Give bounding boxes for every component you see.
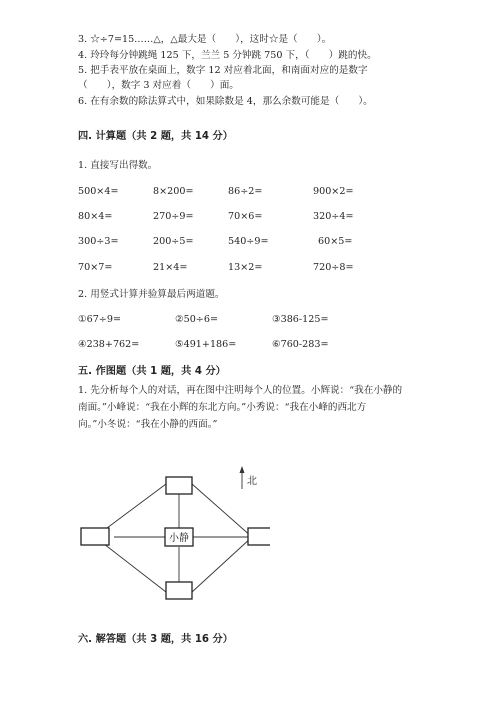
- question-6: 6. 在有余数的除法算式中，如果除数是 4，那么余数可能是（ ）。: [78, 96, 373, 107]
- vertical-calc-cell: ④238+762=: [78, 339, 140, 350]
- calc-cell: 70×7=: [78, 262, 113, 273]
- calc-cell: 21×4=: [153, 262, 188, 273]
- calc-cell: 8×200=: [153, 186, 194, 197]
- calc-q2-title: 2. 用竖式计算并验算最后两道题。: [78, 289, 225, 300]
- north-label: 北: [247, 476, 257, 487]
- vertical-calc-cell: ②50÷6=: [175, 314, 218, 325]
- vertical-calc-cell: ①67÷9=: [78, 314, 121, 325]
- question-4: 4. 玲玲每分钟跳绳 125 下，兰兰 5 分钟跳 750 下，（ ）跳的快。: [78, 50, 377, 61]
- drawing-q1-line2: 南面。”小峰说：“我在小辉的东北方向。”小秀说：“我在小峰的西北方: [78, 402, 367, 413]
- calc-cell: 13×2=: [228, 262, 263, 273]
- drawing-q1-line1: 1. 先分析每个人的对话，再在图中注明每个人的位置。小辉说：“我在小静的: [78, 385, 403, 396]
- calc-cell: 320÷4=: [313, 211, 354, 222]
- question-5-line1: 5. 把手表平放在桌面上，数字 12 对应着北面，和南面对应的是数字: [78, 65, 368, 76]
- vertical-calc-cell: ⑤491+186=: [175, 339, 237, 350]
- drawing-q1-line3: 向。”小冬说：“我在小静的西面。”: [78, 419, 218, 430]
- question-3: 3. ☆÷7=15……△，△最大是（ ），这时☆是（ ）。: [78, 34, 332, 45]
- position-box-north: [166, 477, 192, 494]
- calc-cell: 900×2=: [313, 186, 354, 197]
- position-diagram: [70, 463, 270, 613]
- section-5-heading: 五. 作图题（共 1 题，共 4 分）: [78, 366, 226, 377]
- diamond-edge: [192, 484, 252, 537]
- calc-cell: 540÷9=: [228, 236, 269, 247]
- vertical-calc-cell: ③386-125=: [272, 314, 329, 325]
- calc-cell: 500×4=: [78, 186, 119, 197]
- position-box-south: [166, 582, 192, 599]
- calc-cell: 86÷2=: [228, 186, 263, 197]
- question-5-line2: （ ），数字 3 对应着（ ）面。: [78, 80, 239, 91]
- diamond-edge: [192, 537, 252, 592]
- section-4-heading: 四. 计算题（共 2 题，共 14 分）: [78, 131, 233, 142]
- position-box-west: [81, 528, 109, 545]
- calc-cell: 200÷5=: [153, 236, 194, 247]
- calc-cell: 80×4=: [78, 211, 113, 222]
- calc-cell: 720÷8=: [313, 262, 354, 273]
- position-box-east: [248, 528, 270, 545]
- calc-cell: 300÷3=: [78, 236, 119, 247]
- vertical-calc-cell: ⑥760-283=: [272, 339, 329, 350]
- calc-q1-title: 1. 直接写出得数。: [78, 160, 158, 171]
- calc-cell: 270÷9=: [153, 211, 194, 222]
- calc-cell: 60×5=: [318, 236, 353, 247]
- center-label: 小静: [169, 533, 189, 544]
- calc-cell: 70×6=: [228, 211, 263, 222]
- section-6-heading: 六. 解答题（共 3 题，共 16 分）: [78, 634, 233, 645]
- north-arrow-icon: [240, 466, 245, 473]
